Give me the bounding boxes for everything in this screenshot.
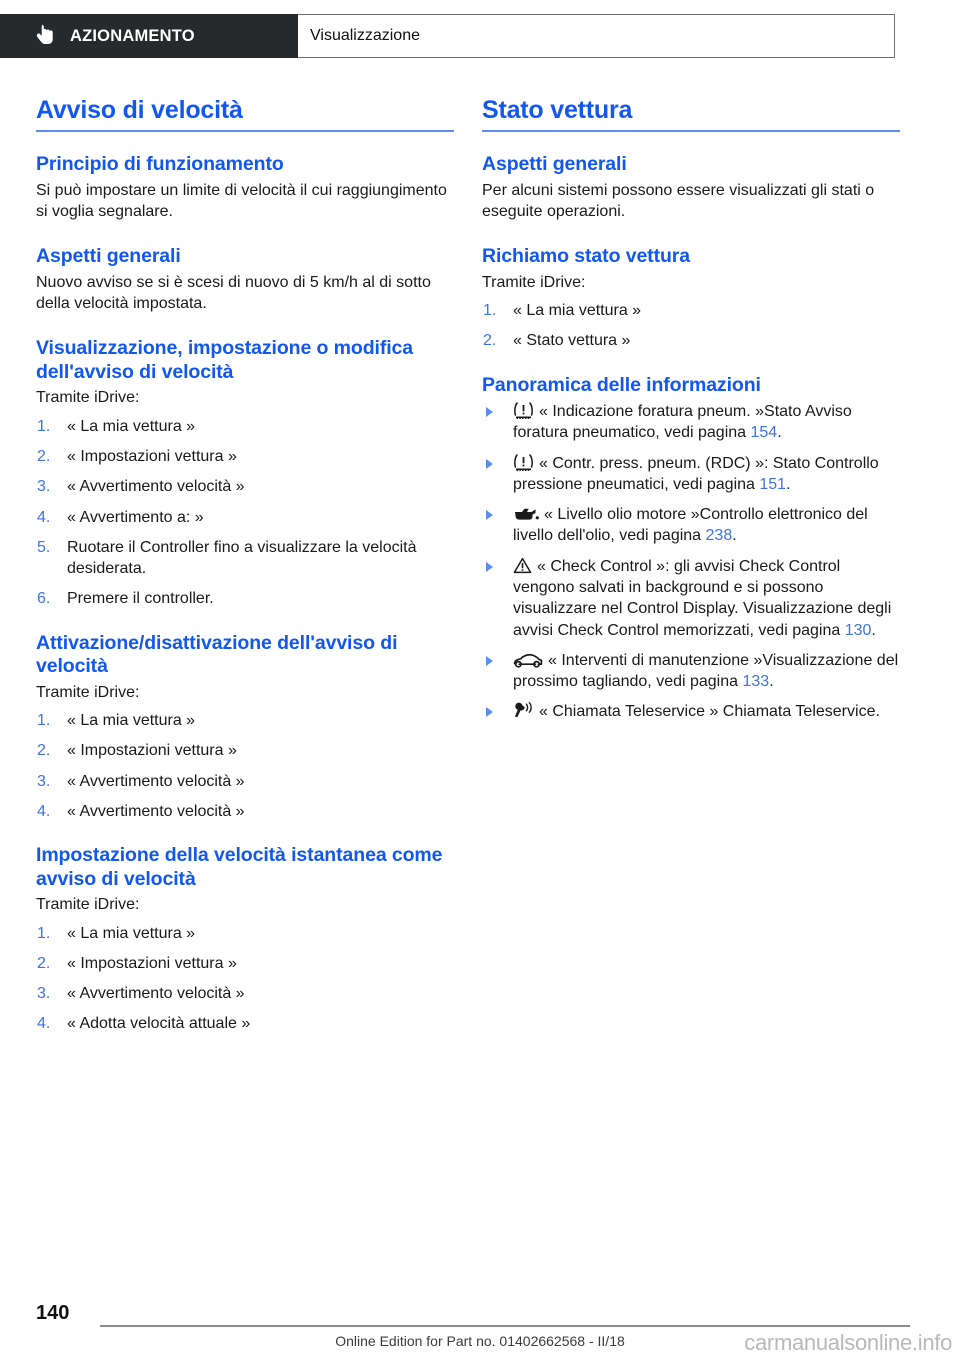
section-title-aspetti-generali-right: Aspetti generali xyxy=(482,153,627,175)
section-paragraph-impostazione-velocita-istantanea: Tramite iDrive: xyxy=(36,896,140,914)
section-title-principio: Principio di funzionamento xyxy=(36,153,284,175)
bullet-text-after: . xyxy=(786,475,791,493)
triangle-bullet-icon xyxy=(486,407,493,417)
page-footer xyxy=(0,1288,960,1362)
section-paragraph-visualizzazione-impostazione: Tramite iDrive: xyxy=(36,389,140,407)
info-bullet-list xyxy=(482,401,900,722)
right-column xyxy=(482,96,900,732)
section-title-impostazione-velocita-istantanea: Impostazione della velocità istantanea come avviso di velocità xyxy=(36,844,443,890)
left-column xyxy=(36,96,454,1044)
list-item xyxy=(482,556,900,641)
triangle-bullet-icon xyxy=(486,562,493,572)
car-silhouette-icon xyxy=(513,653,543,668)
list-item: « Impostazioni vettura » xyxy=(67,447,237,465)
title-rule-right xyxy=(482,130,900,133)
hand-pointer-icon xyxy=(34,24,56,48)
page-reference[interactable]: 151 xyxy=(759,475,787,493)
watermark: carmanualsonline.info xyxy=(744,1330,952,1355)
list-item: « La mia vettura » xyxy=(67,417,196,435)
section-title-aspetti-generali: Aspetti generali xyxy=(36,245,181,268)
triangle-bullet-icon xyxy=(486,656,493,666)
page-reference[interactable]: 130 xyxy=(844,621,872,639)
bullet-text: « Livello olio motore »Controllo elettronico del livello dell'olio, vedi pagina xyxy=(513,506,868,545)
tire-pressure-warning-icon xyxy=(513,402,534,419)
bullet-text: « Check Control »: gli avvisi Check Control vengono salvati in background e si possono visualizzare nel Control Display. Visualizzazione degli avvisi Check Control memorizzati, vedi pagina xyxy=(513,557,892,639)
list-item: Premere il controller. xyxy=(67,590,214,608)
section-title-panoramica-informazioni: Panoramica delle informazioni xyxy=(482,373,761,396)
bullet-text-after: . xyxy=(871,621,876,639)
section-paragraph-aspetti-generali-right: Per alcuni sistemi possono essere visualizzati gli stati o eseguite operazioni. xyxy=(482,181,875,220)
list-item xyxy=(482,650,900,693)
tire-pressure-warning-icon xyxy=(513,454,534,471)
bullet-text: « Contr. press. pneum. (RDC) »: Stato Controllo pressione pneumatici, vedi pagina xyxy=(513,454,879,493)
section-paragraph-principio: Si può impostare un limite di velocità il cui raggiungimento si voglia segnalare. xyxy=(36,181,447,220)
list-item xyxy=(482,701,900,722)
bullet-text: « Indicazione foratura pneum. »Stato Avviso foratura pneumatico, vedi pagina xyxy=(513,403,852,442)
list-item: « Avvertimento velocità » xyxy=(67,802,245,820)
section-paragraph-richiamo-stato-vettura: Tramite iDrive: xyxy=(482,273,586,291)
list-item xyxy=(482,504,900,547)
page-number: 140 xyxy=(36,1302,70,1324)
bullet-text: « Chiamata Teleservice » Chiamata Teleservice. xyxy=(539,703,880,721)
step-list-impostazione-velocita-istantanea xyxy=(36,923,454,1035)
list-item xyxy=(482,453,900,496)
bullet-text-after: . xyxy=(769,673,774,691)
list-item: « Avvertimento velocità » xyxy=(67,772,245,790)
list-item: « Avvertimento a: » xyxy=(67,508,204,526)
list-item: « Adotta velocità attuale » xyxy=(67,1015,251,1033)
bullet-text-after: . xyxy=(732,527,737,545)
bullet-text: « Interventi di manutenzione »Visualizzazione del prossimo tagliando, vedi pagina xyxy=(513,651,899,691)
section-title-richiamo-stato-vettura: Richiamo stato vettura xyxy=(482,245,691,268)
list-item: « La mia vettura » xyxy=(513,301,642,319)
tab-section-label: Visualizzazione xyxy=(310,27,420,44)
section-title-visualizzazione-impostazione: Visualizzazione, impostazione o modifica dell'avviso di velocità xyxy=(36,337,414,383)
page-reference[interactable]: 238 xyxy=(705,527,733,545)
engine-oil-can-icon xyxy=(513,506,539,522)
section-paragraph-attivazione-disattivazione: Tramite iDrive: xyxy=(36,683,140,701)
step-list-visualizzazione-impostazione xyxy=(36,416,454,610)
page-reference[interactable]: 154 xyxy=(750,424,778,442)
section-title-attivazione-disattivazione: Attivazione/disattivazione dell'avviso di velocità xyxy=(36,631,398,678)
list-item: « Avvertimento velocità » xyxy=(67,478,245,496)
footer-edition-note: Online Edition for Part no. 01402662568 - II/18 xyxy=(335,1333,625,1349)
triangle-bullet-icon xyxy=(486,707,493,717)
title-rule-left xyxy=(36,130,454,133)
page-reference[interactable]: 133 xyxy=(742,673,770,691)
bullet-text-after: . xyxy=(777,424,782,442)
footer-divider xyxy=(100,1325,910,1327)
step-list-richiamo-stato-vettura xyxy=(482,300,900,352)
list-item: « Impostazioni vettura » xyxy=(67,954,237,972)
triangle-bullet-icon xyxy=(486,459,493,469)
tab-chapter-label: AZIONAMENTO xyxy=(70,26,195,45)
step-list-attivazione-disattivazione xyxy=(36,710,454,822)
page-header xyxy=(0,14,895,58)
list-item: « Stato vettura » xyxy=(513,332,631,350)
warning-triangle-icon xyxy=(513,557,532,574)
tab-chapter-azionamento[interactable] xyxy=(0,14,298,58)
page-title-right: Stato vettura xyxy=(482,96,633,124)
list-item: « La mia vettura » xyxy=(67,924,196,942)
list-item: « Impostazioni vettura » xyxy=(67,742,237,760)
list-item xyxy=(482,401,900,444)
list-item: « La mia vettura » xyxy=(67,712,196,730)
section-paragraph-aspetti-generali: Nuovo avviso se si è scesi di nuovo di 5 km/h al di sotto della velocità impostata. xyxy=(36,273,431,312)
teleservice-wrench-icon xyxy=(513,702,534,719)
list-item: Ruotare il Controller fino a visualizzare la velocità desiderata. xyxy=(67,538,417,578)
list-item: « Avvertimento velocità » xyxy=(67,985,245,1003)
triangle-bullet-icon xyxy=(486,510,493,520)
page-title-left: Avviso di velocità xyxy=(36,96,243,124)
tab-section-visualizzazione[interactable] xyxy=(298,14,895,58)
